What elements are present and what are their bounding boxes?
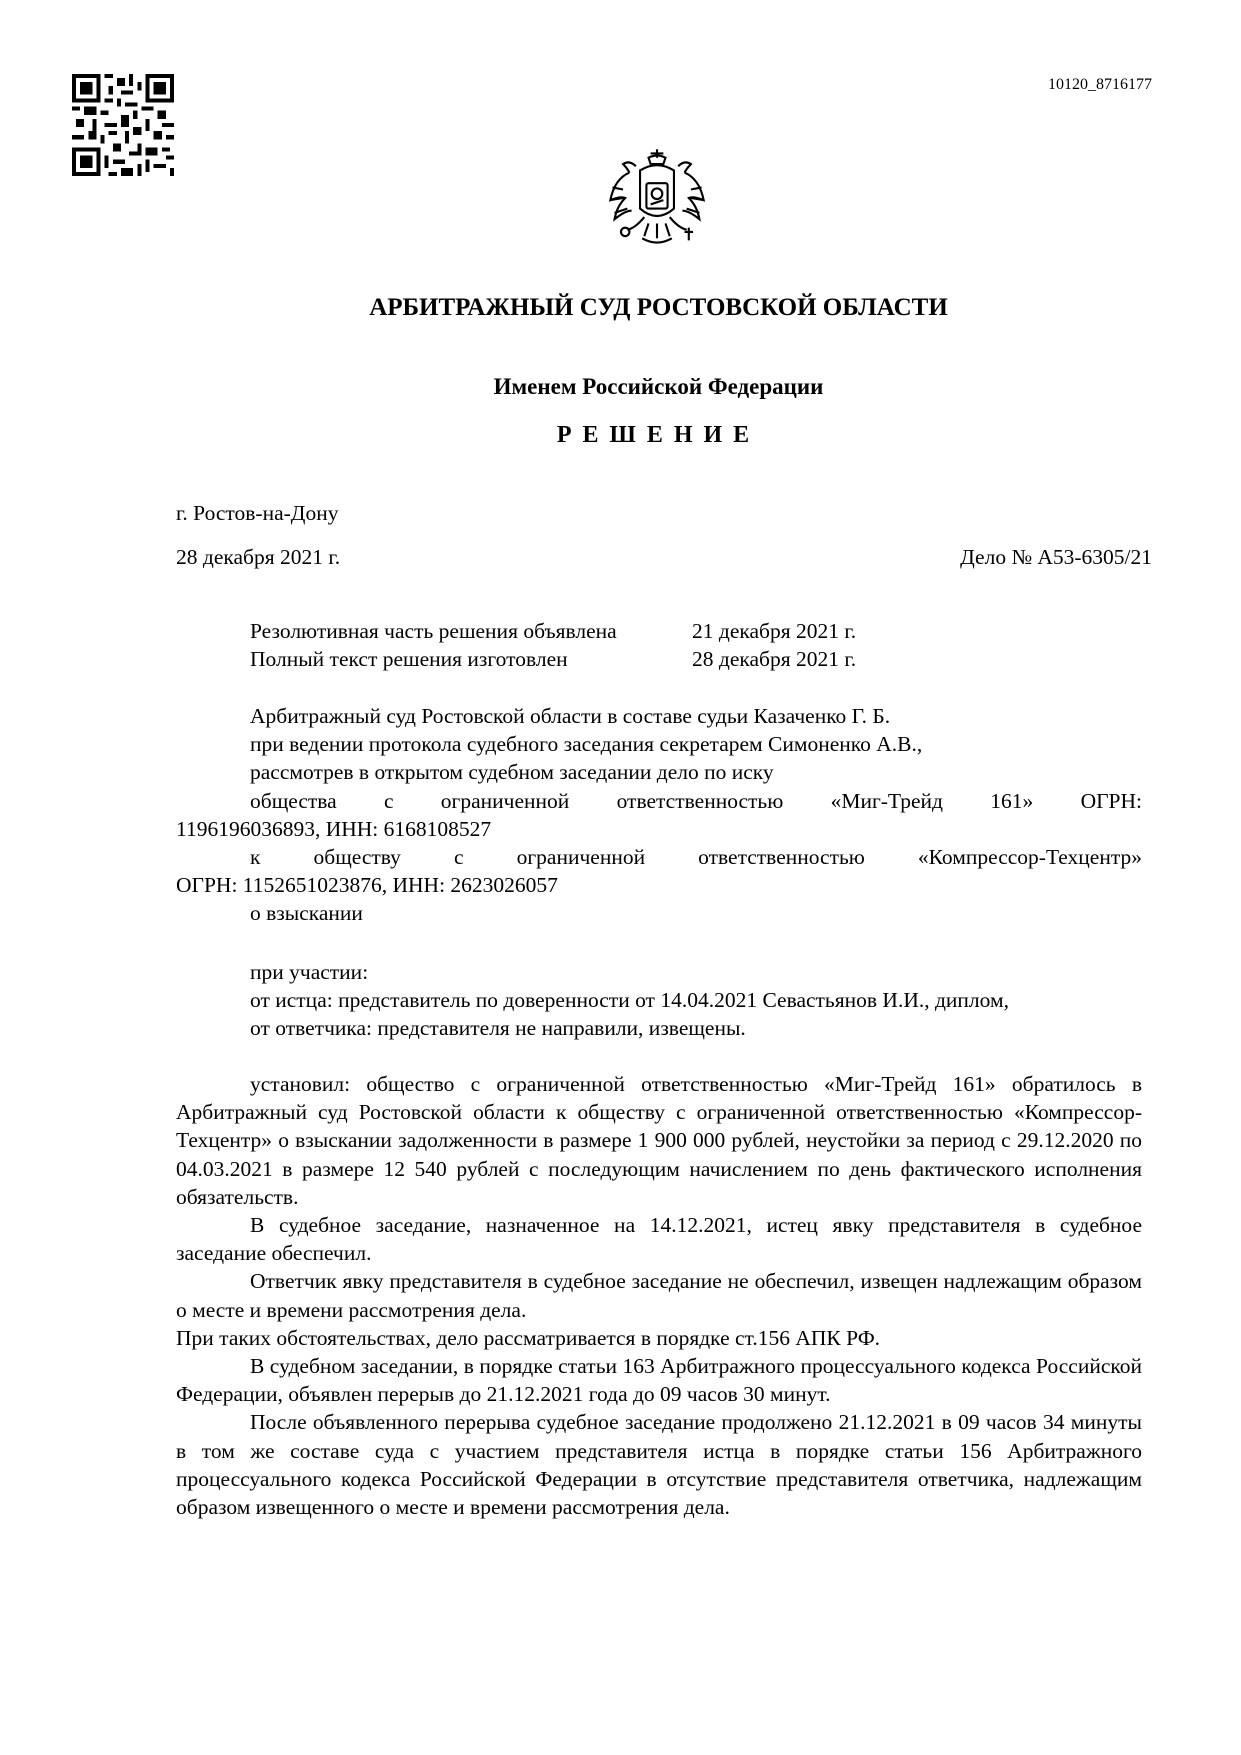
- main-text: [176, 1070, 1142, 1521]
- intro-defendant: к обществу с ограниченной ответственностью «Компрессор-Техцентр»: [250, 845, 1142, 870]
- subtitle: Именем Российской Федерации: [493, 374, 824, 399]
- paragraph-continued: После объявленного перерыва судебное заседание продолжено 21.12.2021 в 09 часов 34 минуты в том же составе суда с участием представителя истца в порядке статьи 156 Арбитражного процессуального кодекса Российской Федерации в отсутствие представителя ответчика, надлежащим образом извещенного о месте и времени рассмотрения дела.: [176, 1410, 1142, 1520]
- intro-defendant-ids: ОГРН: 1152651023876, ИНН: 2623026057: [176, 873, 558, 898]
- participation-block: [176, 958, 1142, 1043]
- intro-subject: о взыскании: [250, 901, 363, 926]
- intro-consideration: рассмотрев в открытом судебном заседании дело по иску: [250, 760, 774, 785]
- paragraph-recess: В судебном заседании, в порядке статьи 163 Арбитражного процессуального кодекса Российской Федерации, объявлен перерыв до 21.12.2021 года до 09 часов 30 минут.: [176, 1354, 1142, 1407]
- intro-plaintiff-ids: 1196196036893, ИНН: 6168108527: [176, 816, 492, 841]
- info-value-fulltext: 28 декабря 2021 г.: [692, 647, 857, 671]
- intro-judge: Арбитражный суд Ростовской области в составе судьи Казаченко Г. Б.: [250, 704, 891, 728]
- coat-of-arms-icon: [604, 144, 710, 252]
- info-label-resolutive: Резолютивная часть решения объявлена: [250, 619, 617, 643]
- intro-block: [176, 702, 1142, 928]
- court-title: АРБИТРАЖНЫЙ СУД РОСТОВСКОЙ ОБЛАСТИ: [369, 294, 948, 321]
- intro-secretary: при ведении протокола судебного заседания секретарем Симоненко А.В.,: [250, 732, 923, 757]
- decision-heading: РЕШЕНИЕ: [556, 422, 761, 448]
- participation-defendant: от ответчика: представителя не направили, извещены.: [250, 1016, 746, 1041]
- city: г. Ростов-на-Дону: [176, 501, 339, 525]
- participation-title: при участии:: [250, 960, 369, 984]
- paragraph-defendant-absent: Ответчик явку представителя в судебное заседание не обеспечил, извещен надлежащим образом о месте и времени рассмотрения дела.: [176, 1269, 1142, 1322]
- paragraph-hearing: В судебное заседание, назначенное на 14.12.2021, истец явку представителя в судебное заседание обеспечил.: [176, 1213, 1142, 1266]
- paragraph-established: установил: общество с ограниченной ответственностью «Миг-Трейд 161» обратилось в Арбитражный суд Ростовской области к обществу с ограниченной ответственностью «Компрессор-Техцентр» о взыскании задолженности в размере 1 900 000 рублей, неустойки за период с 29.12.2020 по 04.03.2021 в размере 12 540 рублей с последующим начислением по день фактического исполнения обязательств.: [176, 1072, 1142, 1209]
- case-number: Дело № А53-6305/21: [960, 545, 1152, 569]
- intro-plaintiff: общества с ограниченной ответственностью «Миг-Трейд 161» ОГРН:: [250, 788, 1142, 813]
- info-value-resolutive: 21 декабря 2021 г.: [692, 619, 857, 643]
- decision-date: 28 декабря 2021 г.: [176, 545, 341, 569]
- document-id: 10120_8716177: [1048, 76, 1152, 93]
- qr-code-icon: [72, 74, 174, 176]
- info-label-fulltext: Полный текст решения изготовлен: [250, 647, 568, 671]
- paragraph-circumstances: При таких обстоятельствах, дело рассматривается в порядке ст.156 АПК РФ.: [176, 1325, 881, 1350]
- participation-plaintiff: от истца: представитель по доверенности от 14.04.2021 Севастьянов И.И., диплом,: [250, 988, 1009, 1013]
